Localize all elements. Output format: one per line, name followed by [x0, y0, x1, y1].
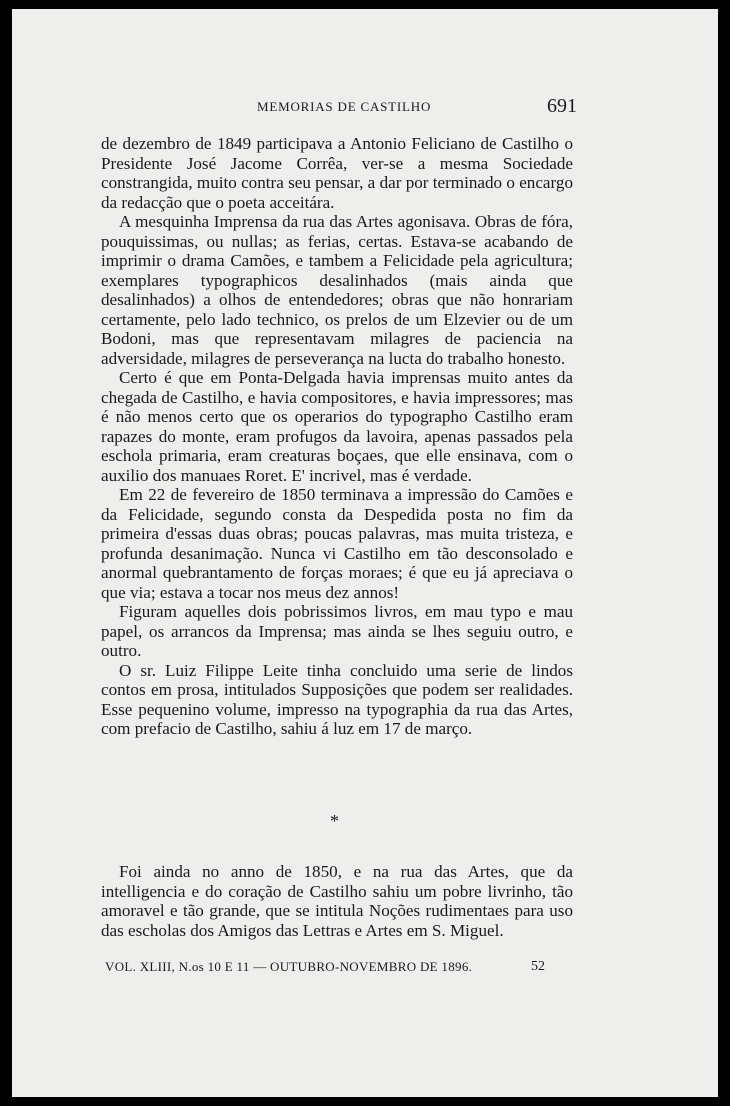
- paragraph-5: Figuram aquelles dois pobrissimos livros, em mau typo e mau papel, os arrancos da Imprensa; mas ainda se lhes seguiu outro, e outro.: [101, 602, 573, 660]
- section-separator: *: [330, 811, 339, 831]
- paragraph-2: A mesquinha Imprensa da rua das Artes agonisava. Obras de fóra, pouquissimas, ou nullas; as ferias, certas. Estava-se acabando de imprimir o drama Camões, e tambem a Felicidade pela agricultura; exemplares typographicos desalinhados (mais ainda que desalinhados) a olhos de entendedores; obras que não honrariam certamente, pelo lado technico, os prelos de um Elzevier ou de um Bodoni, mas que representavam milagres de paciencia na adversidade, milagres de perseverança na lucta do trabalho honesto.: [101, 212, 573, 368]
- running-head: MEMORIAS DE CASTILHO: [257, 99, 432, 114]
- paragraph-1: de dezembro de 1849 participava a Antonio Feliciano de Castilho o Presidente José Jacome Corrêa, ver-se a mesma Sociedade constrangida, muito contra seu pensar, a dar por terminado o encargo da redacção que o poeta acceitára.: [101, 134, 573, 212]
- paragraph-3: Certo é que em Ponta-Delgada havia imprensas muito antes da chegada de Castilho, e havia compositores, e havia impressores; mas é não menos certo que os operarios do typographo Castilho eram rapazes do monte, eram profugos da lavoira, apenas passados pela eschola primaria, eram creaturas boçaes, que elle ensinava, com o auxilio dos manuaes Roret. E' incrivel, mas é verdade.: [101, 368, 573, 485]
- page-footer: [12, 959, 718, 981]
- final-text: [101, 862, 573, 940]
- final-paragraph: Foi ainda no anno de 1850, e na rua das Artes, que da intelligencia e do coração de Castilho sahiu um pobre livrinho, tão amoravel e tão grande, que se intitula Noções rudimentaes para uso das escholas dos Amigos das Lettras e Artes em S. Miguel.: [101, 862, 573, 940]
- body-text: [101, 134, 573, 739]
- printer-signature: 52: [531, 959, 545, 974]
- volume-line: VOL. XLIII, N.os 10 E 11 — OUTUBRO-NOVEMBRO DE 1896.: [105, 959, 473, 974]
- paragraph-6: O sr. Luiz Filippe Leite tinha concluido uma serie de lindos contos em prosa, intitulados Supposições que podem ser realidades. Esse pequenino volume, impresso na typographia da rua das Artes, com prefacio de Castilho, sahiu á luz em 17 de março.: [101, 660, 573, 738]
- page-header: [12, 95, 718, 119]
- book-page: [12, 9, 718, 1097]
- paragraph-4: Em 22 de fevereiro de 1850 terminava a impressão do Camões e da Felicidade, segundo consta da Despedida posta no fim da primeira d'essas duas obras; poucas palavras, mas muita tristeza, e profunda desanimação. Nunca vi Castilho em tão desconsolado e anormal quebrantamento de forças moraes; é que eu já apreciava o que via; estava a tocar nos meus dez annos!: [101, 485, 573, 602]
- page-number: 691: [547, 95, 577, 117]
